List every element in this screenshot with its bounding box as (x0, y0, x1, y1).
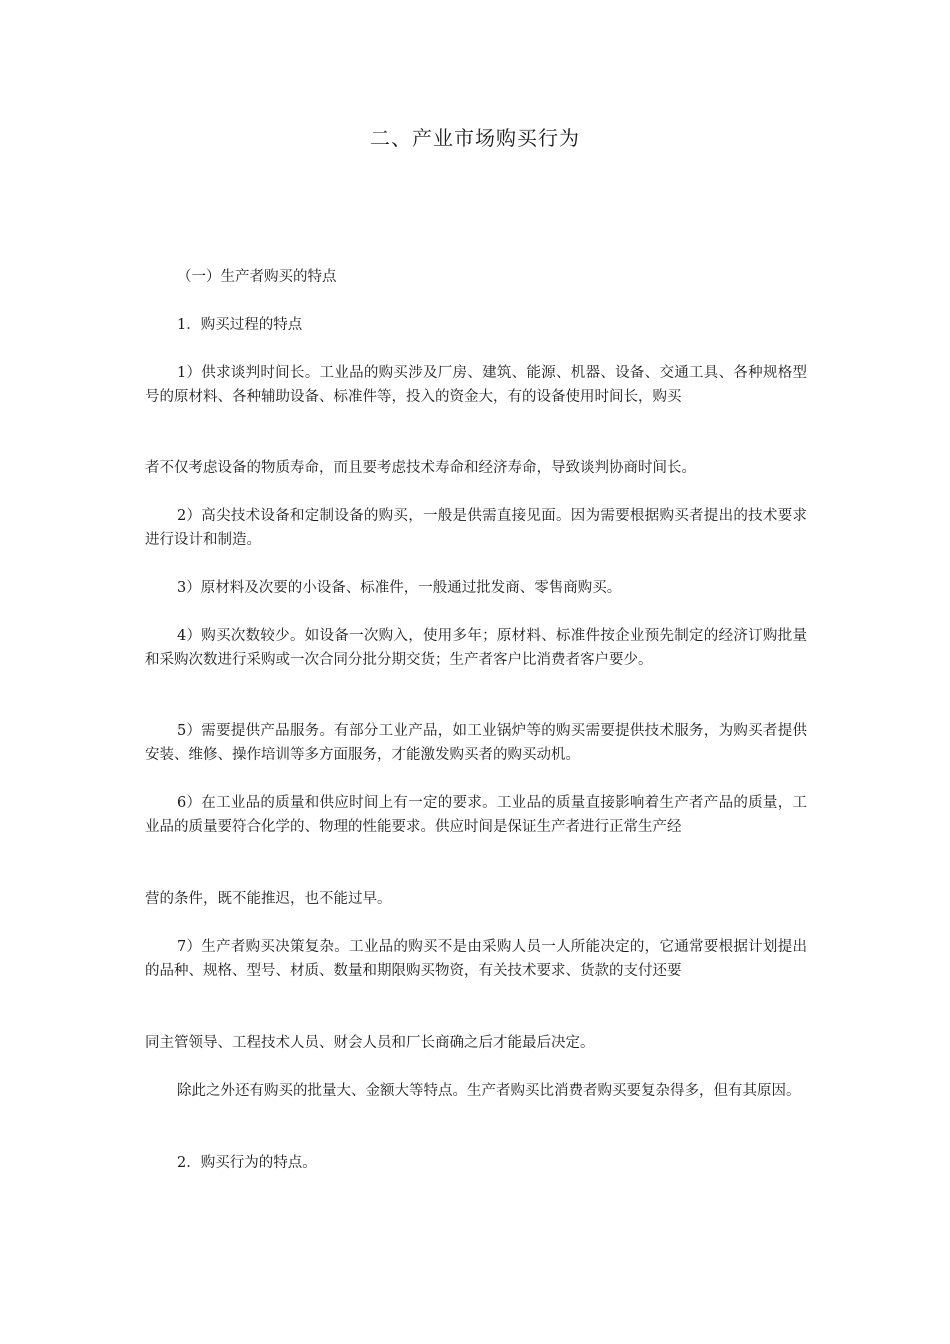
paragraph-item-4: 4）购买次数较少。如设备一次购入，使用多年；原材料、标准件按企业预先制定的经济订购批量和采购次数进行采购或一次合同分批分期交货；生产者客户比消费者客户要少。 (145, 628, 807, 668)
paragraph-summary: 除此之外还有购买的批量大、金额大等特点。生产者购买比消费者购买要复杂得多，但有其原因。 (177, 1083, 801, 1099)
paragraph-item-7: 7）生产者购买决策复杂。工业品的购买不是由采购人员一人所能决定的，它通常要根据计划提出的品种、规格、型号、材质、数量和期限购买物资，有关技术要求、货款的支付还要 (145, 939, 807, 979)
paragraph-item-1-continued: 者不仅考虑设备的物质寿命，而且要考虑技术寿命和经济寿命，导致谈判协商时间长。 (145, 460, 696, 476)
paragraph-item-3: 3）原材料及次要的小设备、标准件，一般通过批发商、零售商购买。 (177, 580, 622, 596)
paragraph-item-6: 6）在工业品的质量和供应时间上有一定的要求。工业品的质量直接影响着生产者产品的质量，工业品的质量要符合化学的、物理的性能要求。供应时间是保证生产者进行正常生产经 (145, 795, 807, 835)
paragraph-item-5: 5）需要提供产品服务。有部分工业产品，如工业锅炉等的购买需要提供技术服务，为购买者提供安装、维修、操作培训等多方面服务，才能激发购买者的购买动机。 (145, 723, 807, 763)
subsection-heading-2: 2．购买行为的特点。 (177, 1155, 317, 1171)
page-title: 二、产业市场购买行为 (370, 126, 580, 150)
paragraph-item-6-continued: 营的条件，既不能推迟，也不能过早。 (145, 891, 392, 907)
paragraph-item-2: 2）高尖技术设备和定制设备的购买，一般是供需直接见面。因为需要根据购买者提出的技术要求进行设计和制造。 (145, 508, 807, 548)
paragraph-item-1: 1）供求谈判时间长。工业品的购买涉及厂房、建筑、能源、机器、设备、交通工具、各种规格型号的原材料、各种辅助设备、标准件等，投入的资金大，有的设备使用时间长，购买 (145, 365, 807, 405)
subsection-heading: 1．购买过程的特点 (177, 317, 303, 333)
section-heading: （一）生产者购买的特点 (177, 269, 337, 285)
paragraph-item-7-continued: 同主管领导、工程技术人员、财会人员和厂长商确之后才能最后决定。 (145, 1035, 595, 1051)
